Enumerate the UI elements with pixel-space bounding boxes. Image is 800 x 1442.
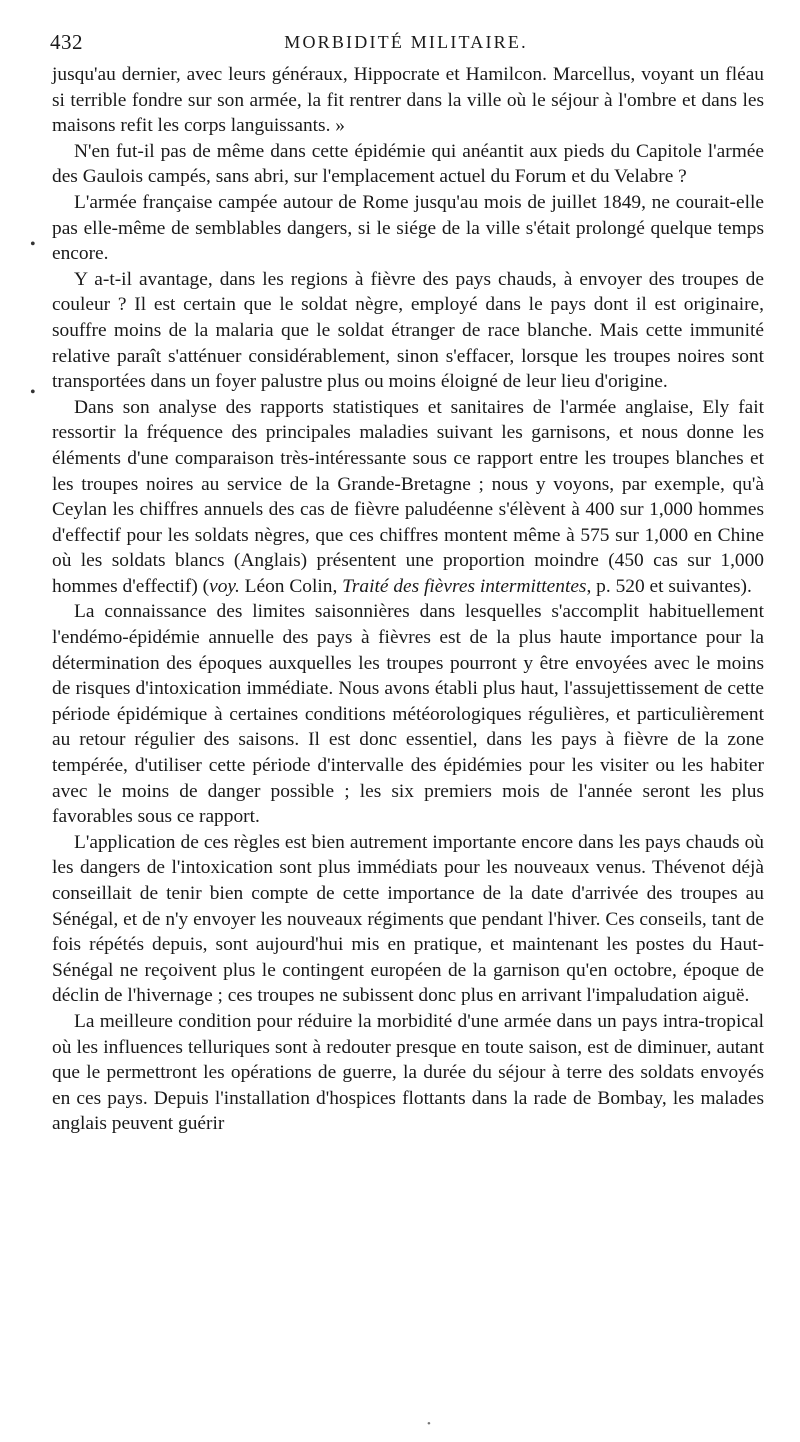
paragraph-text: , p. 520 et suivantes). — [586, 575, 752, 597]
paragraph-text: Dans son analyse des rapports statistiques et sanitaires de l'armée anglaise, Ely fait ressortir la fréquence des principales maladies suivant les garnisons, et nous donne les éléments d'une comparaison très-intéressante sous ce rapport entre les troupes blanches et les troupes noires au service de la Grande-Bretagne ; nous y voyons, par exemple, qu'à Ceylan les chiffres annuels des cas de fièvre paludéenne s'élèvent à 400 sur 1,000 hommes d'effectif pour les soldats nègres, que ces chiffres montent même à 575 sur 1,000 en Chine où les soldats blancs (Anglais) présentent une proportion moindre (450 cas sur 1,000 hommes d'effectif) ( — [52, 396, 764, 597]
paragraph: N'en fut-il pas de même dans cette épidémie qui anéantit aux pieds du Capitole l'armée des Gaulois campés, sans abri, sur l'emplacement actuel du Forum et du Velabre ? — [52, 140, 764, 188]
margin-bullet-mark: • — [30, 384, 36, 401]
margin-bullet-mark: • — [30, 236, 36, 253]
paragraph: jusqu'au dernier, avec leurs généraux, Hippocrate et Hamilcon. Marcellus, voyant un fléau si terrible fondre sur son armée, la fit rentrer dans la ville où le séjour à l'ombre et dans les maisons refit les corps languissants. » — [52, 64, 764, 137]
scan-speck: • — [427, 1418, 431, 1430]
paragraph — [52, 395, 764, 600]
paragraph: La connaissance des limites saisonnières dans lesquelles s'accomplit habituellement l'endémo-épidémie annuelle des pays à fièvres est de la plus haute importance pour la détermination des époques auxquelles les troupes pourront y être envoyées avec le moins de risques d'intoxication immédiate. Nous avons établi plus haut, l'assujettissement de cette période épidémique à certaines conditions météorologiques régulières, et particulièrement au retour régulier des saisons. Il est donc essentiel, dans les pays à fièvre de la zone tempérée, d'utiliser cette période d'intervalle des épidémies pour les visiter ou les habiter avec le moins de danger possible ; les six premiers mois de l'année seront les plus favorables sous ce rapport. — [52, 601, 764, 828]
page-number: 432 — [50, 30, 83, 54]
paragraph: L'armée française campée autour de Rome jusqu'au mois de juillet 1849, ne courait-elle pas elle-même de semblables dangers, si le siége de la ville s'était prolongé quelque temps encore. — [52, 191, 764, 265]
page-header — [50, 26, 762, 62]
body-text — [52, 62, 764, 1137]
paragraph-text: Léon Colin, — [239, 575, 343, 597]
paragraph: La meilleure condition pour réduire la morbidité d'une armée dans un pays intra-tropical où les influences telluriques sont à redouter presque en toute saison, est de diminuer, autant que le permettront les opérations de guerre, la durée du séjour à terre des soldats envoyés en ces pays. Depuis l'installation d'hospices flottants dans la rade de Bombay, les malades anglais peuvent guérir — [52, 1010, 764, 1135]
paragraph: L'application de ces règles est bien autrement importante encore dans les pays chauds où les dangers de l'intoxication sont plus immédiats pour les nouveaux venus. Thévenot déjà conseillait de tenir bien compte de cette importance de la date d'arrivée des troupes au Sénégal, et de n'y envoyer les nouveaux régiments que pendant l'hiver. Ces conseils, tant de fois répétés depuis, sont aujourd'hui mis en pratique, et maintenant les postes du Haut-Sénégal ne reçoivent plus le contingent européen de la garnison qu'en octobre, époque de déclin de l'hivernage ; ces troupes ne subissent donc plus en arrivant l'impaludation aiguë. — [52, 831, 764, 1007]
citation-title: Traité des fièvres intermittentes — [342, 575, 587, 597]
citation-abbrev: voy. — [209, 575, 240, 597]
running-title: MORBIDITÉ MILITAIRE. — [284, 32, 528, 52]
paragraph: Y a-t-il avantage, dans les regions à fièvre des pays chauds, à envoyer des troupes de couleur ? Il est certain que le soldat nègre, employé dans le pays dont il est originaire, souffre moins de la malaria que le soldat étranger de race blanche. Mais cette immunité relative paraît s'atténuer considérablement, sinon s'effacer, lorsque les troupes noires sont transportées dans un foyer palustre plus ou moins éloigné de leur lieu d'origine. — [52, 268, 764, 393]
